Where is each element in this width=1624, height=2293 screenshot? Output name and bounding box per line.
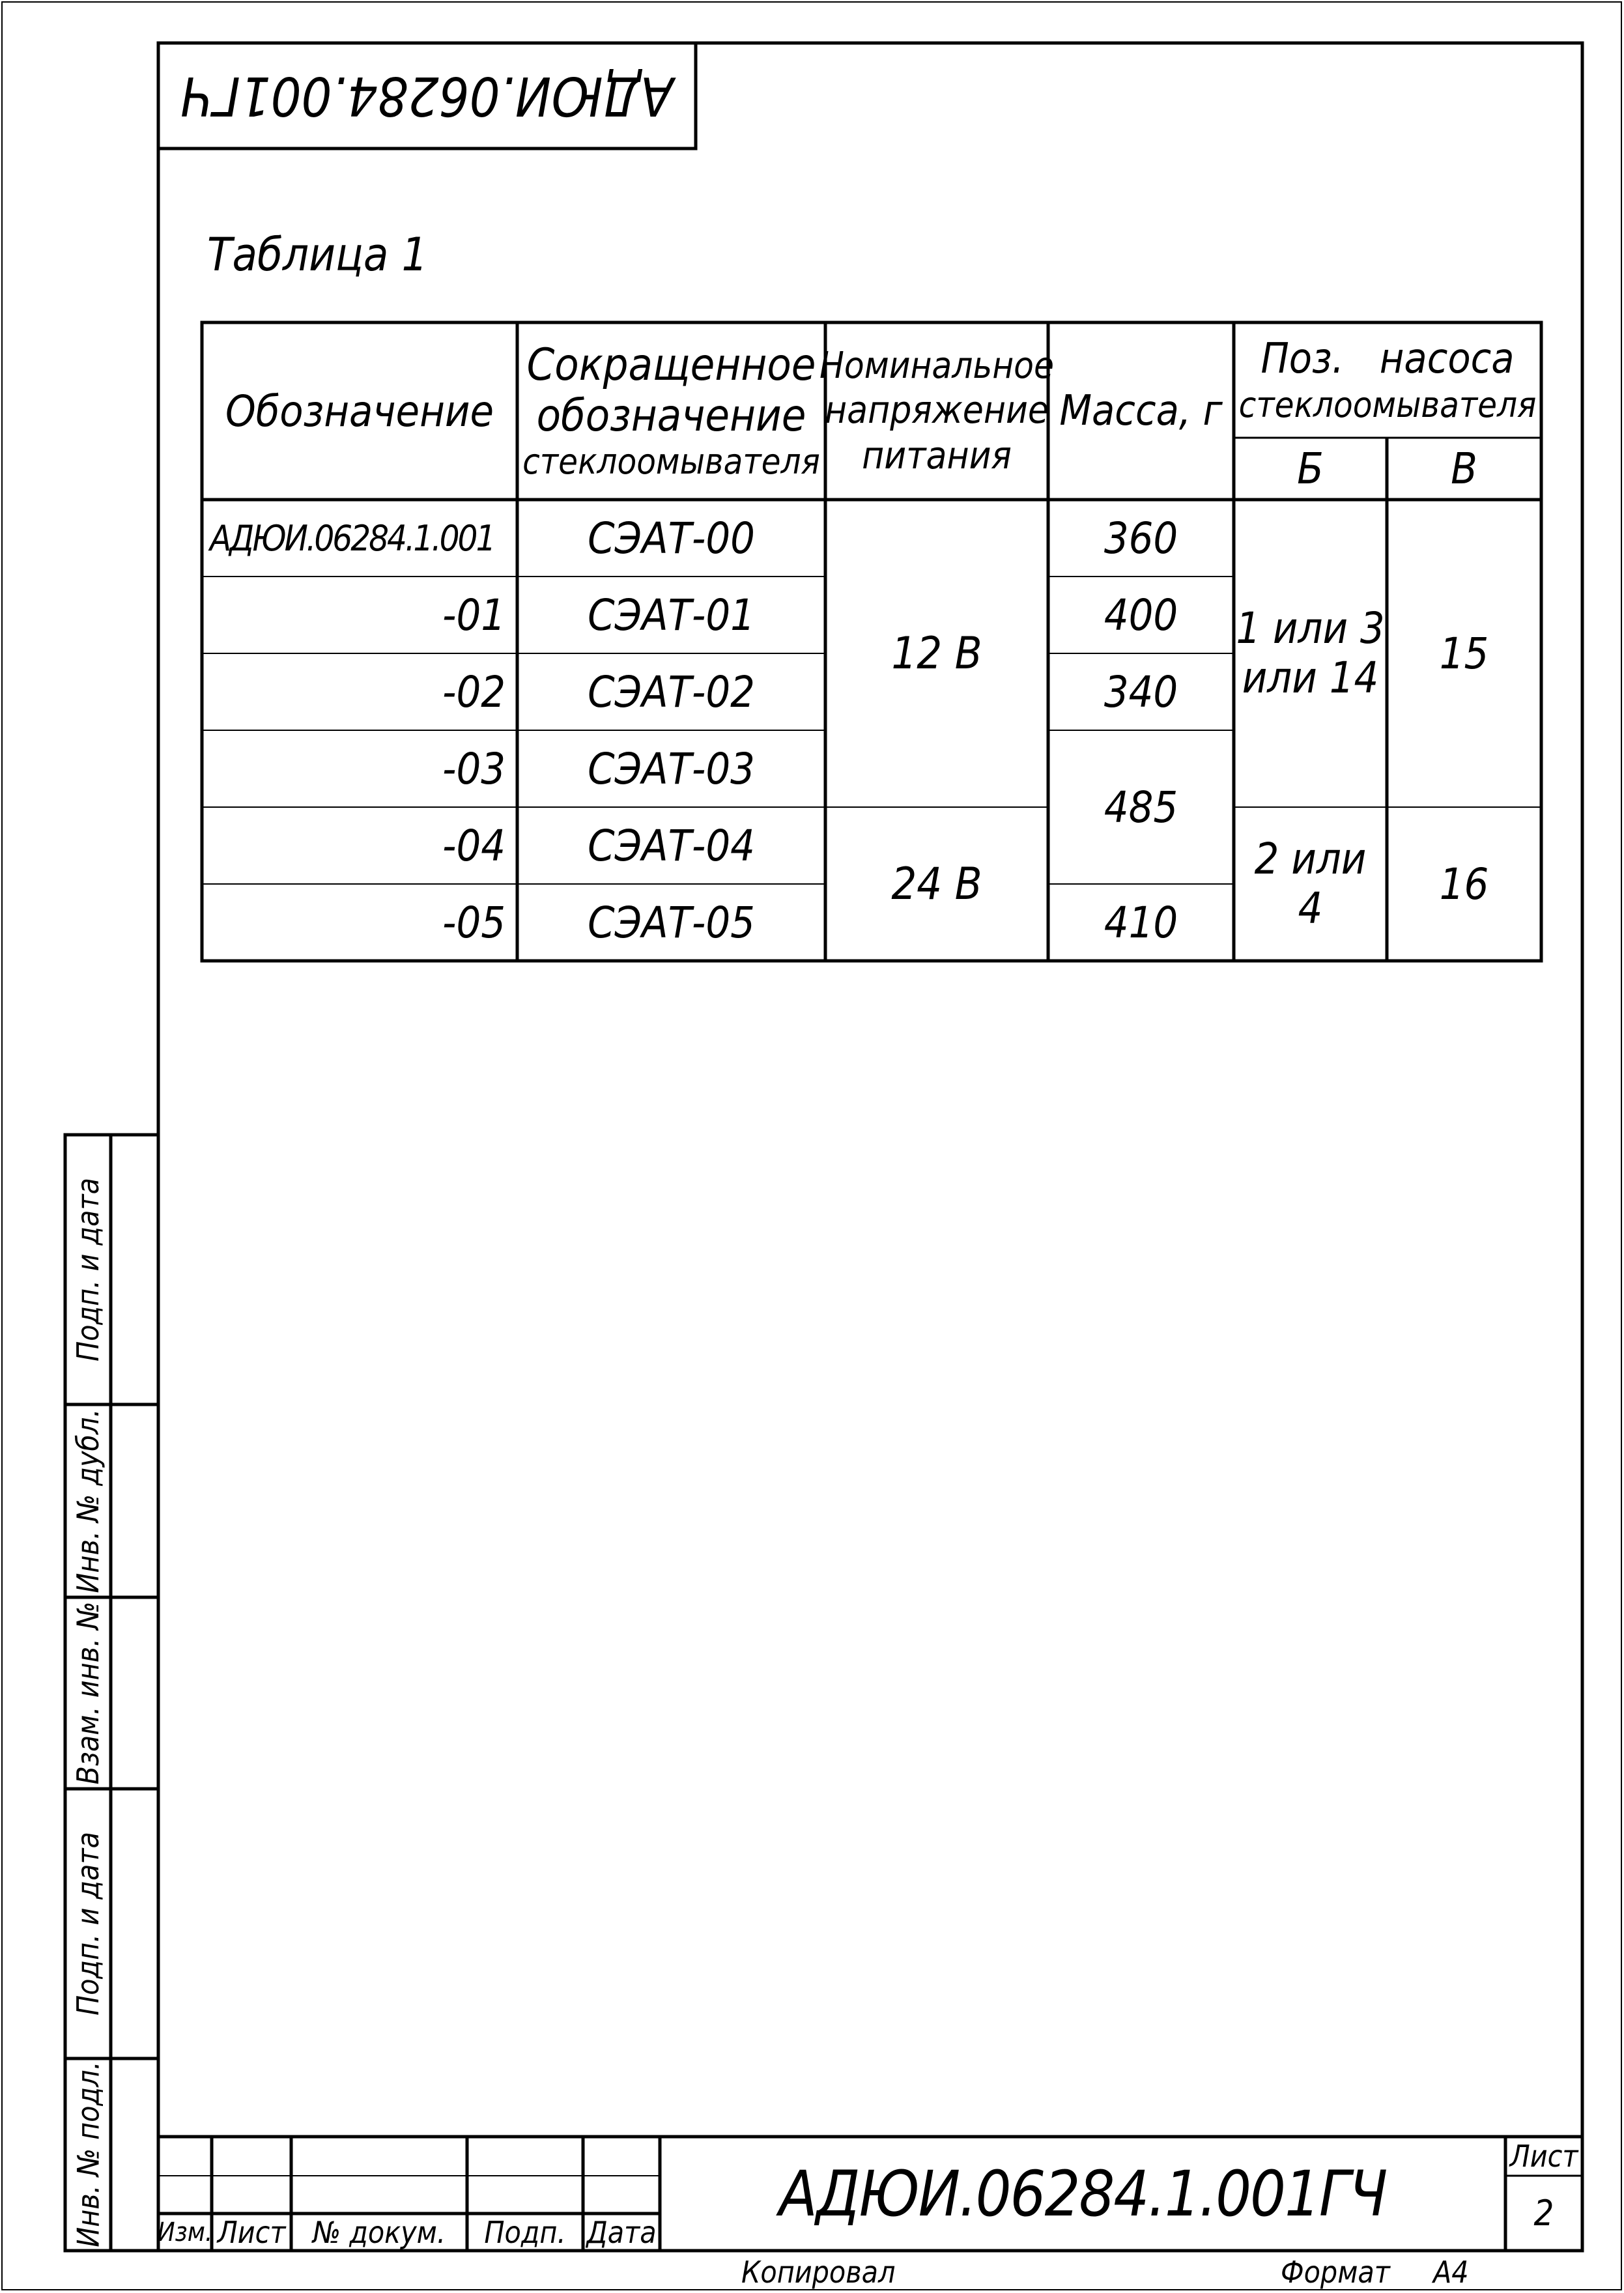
row3-designation: -02 [442, 666, 506, 717]
header-pump-line1: Поз. насоса [1261, 334, 1515, 383]
header-short-line3: стеклоомывателя [522, 441, 820, 483]
tb-label-list: Лист [217, 2214, 286, 2250]
stamp-inv-podl: Инв. № подл. [70, 2061, 106, 2247]
tb-doc-code: АДЮИ.06284.1.001ГЧ [778, 2157, 1387, 2230]
rotated-doc-code: АДЮИ.06284.001ГЧ [180, 64, 674, 127]
header-voltage-line2: напряжение [825, 388, 1049, 432]
row4-designation: -03 [442, 743, 506, 794]
voltage-24: 24 В [891, 858, 982, 910]
header-mass: Масса, г [1059, 387, 1223, 435]
pos-v-group1: 15 [1439, 628, 1489, 679]
tb-label-izm: Изм. [157, 2217, 213, 2247]
tb-label-doc-num: № докум. [313, 2214, 446, 2250]
row1-short: СЭАТ-00 [588, 513, 755, 563]
pos-b1-line2: или 14 [1242, 653, 1379, 703]
tb-sheet-number: 2 [1533, 2193, 1554, 2234]
table-caption: Таблица 1 [207, 228, 428, 281]
row1-designation: АДЮИ.06284.1.001 [210, 517, 494, 559]
header-pump-line2: стеклоомывателя [1238, 384, 1537, 425]
row4-short: СЭАТ-03 [588, 743, 755, 794]
row3-short: СЭАТ-02 [588, 666, 755, 717]
header-voltage-line3: питания [862, 433, 1012, 477]
header-pump-b: Б [1297, 444, 1324, 494]
row2-designation: -01 [442, 590, 506, 640]
pos-b-group1 [1234, 500, 1387, 807]
tb-sheet-label: Лист [1509, 2139, 1578, 2174]
header-pump-v: В [1451, 444, 1477, 494]
pos-v-group2: 16 [1439, 859, 1489, 909]
row6-short: СЭАТ-05 [588, 897, 755, 948]
pos-b2-line2: 4 [1298, 883, 1323, 933]
header-designation: Обозначение [225, 386, 494, 436]
header-voltage-line1: Номинальное [819, 344, 1054, 387]
header-short-designation [517, 322, 825, 500]
row2-mass: 400 [1104, 590, 1178, 640]
stamp-vzam-inv: Взам. инв. № [70, 1601, 106, 1785]
stamp-sign-date-1: Подп. и дата [70, 1178, 106, 1361]
row2-short: СЭАТ-01 [588, 590, 755, 640]
copied-label: Копировал [741, 2255, 896, 2290]
stamp-sign-date-2: Подп. и дата [70, 1832, 106, 2015]
tb-label-sign: Подп. [484, 2214, 566, 2250]
pos-b-group2 [1234, 807, 1387, 961]
row5-designation: -04 [442, 820, 506, 871]
header-pump-pos [1234, 322, 1541, 438]
tb-label-date: Дата [586, 2214, 657, 2250]
pos-b1-line1: 1 или 3 [1236, 603, 1385, 654]
stamp-inv-dubl: Инв. № дубл. [70, 1408, 106, 1593]
row1-mass: 360 [1104, 513, 1178, 563]
header-short-line1: Сокращенное [526, 339, 816, 391]
header-short-line2: обозначение [536, 390, 806, 442]
row6-designation: -05 [442, 897, 506, 948]
pos-b2-line1: 2 или [1254, 834, 1367, 885]
row6-mass: 410 [1104, 897, 1178, 948]
mass-485: 485 [1104, 782, 1178, 833]
row5-short: СЭАТ-04 [588, 820, 755, 871]
format-label: Формат [1281, 2255, 1390, 2290]
format-value: А4 [1433, 2255, 1469, 2290]
row3-mass: 340 [1104, 666, 1178, 717]
voltage-12: 12 В [891, 627, 982, 679]
header-voltage [819, 322, 1054, 500]
